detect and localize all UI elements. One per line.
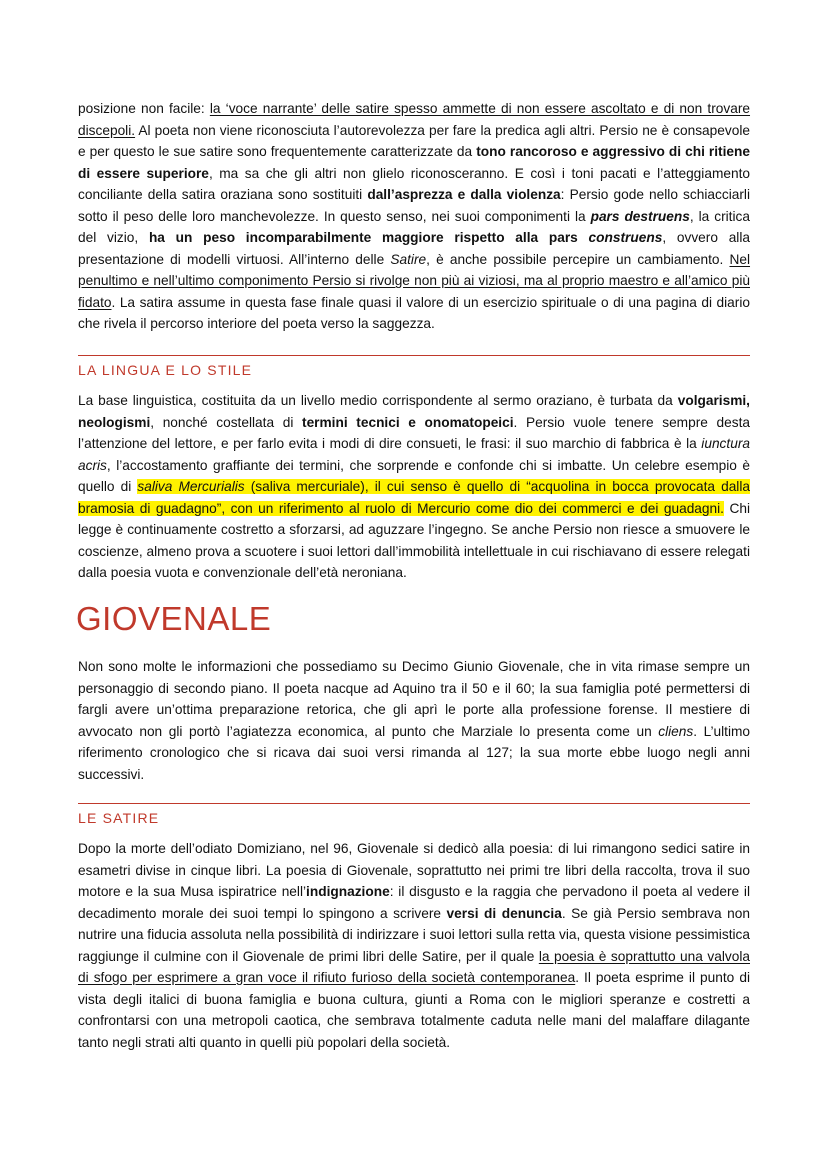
text-run: Chi legge è continuamente costretto a sforzarsi, ad aguzzare l’ingegno. Se anche Persio non riesce a smuovere le coscienze, almeno prova a scuotere i suoi lettori dall’immobilità intellettuale in cui rischiavano di essere relegati dalla poesia vuota e convenzionale dell’età neroniana. [78,500,750,580]
text-run: , è anche possibile percepire un cambiamento. [426,251,730,267]
italic-text: iunctura acris [78,436,750,473]
bold-italic-text: pars destruens [590,208,690,224]
bold-text: versi di denuncia [446,905,562,921]
bold-text: ha un peso incomparabilmente maggiore rispetto alla pars [148,230,589,245]
text-run: . Se già Persio sembrava non nutrire una fiducia assoluta nella possibilità di indirizzare i suoi lettori sulla retta via, questa visione pessimistica raggiunge il culmine con il Giovenale de primi libri delle Satire, per il quale [78,905,751,964]
text-run: Dopo la morte dell’odiato Domiziano, nel 96, Giovenale si dedicò alla poesia: di lui rimangono sedici satire in esametri divise in cinque libri. La poesia di Giovenale, soprattutto nei primi tre libri della raccolta, trova il suo motore e la sua Musa ispiratrice nell’ [78,841,750,899]
text-run: Al poeta non viene riconosciuta l’autorevolezza per fare la predica agli altri. Persio ne è consapevole e per questo le sue satire sono frequentemente caratterizzate da [78,122,750,159]
text-run: . Persio vuole tenere sempre desta l’attenzione del lettore, e per farlo evita i modi di dire consueti, le frasi: il suo marchio di fabbrica è la [78,414,750,451]
heading-giovenale: GIOVENALE [76,600,272,637]
text-run: : Persio gode nello schiacciarli sotto il peso delle loro manchevolezze. In questo senso, nei suoi componimenti la [78,187,750,224]
highlighted-italic-text: saliva Mercurialis [137,479,245,494]
highlighted-text: (saliva mercuriale), il cui senso è quello di “acquolina in bocca provocata dalla bramosia di guadagno”, con un riferimento al ruolo di Mercurio come dio dei commerci e dei guadagni. [78,479,750,516]
text-run: . Il poeta esprime il punto di vista degli italici di buona famiglia e buona cultura, giunti a Roma con le migliori speranze e costretti a confrontarsi con una metropoli caotica, che sembrava totalmente caduta nelle mani del malaffare dilagante tanto negli strati alti quanto in quelli più popolari della società. [78,970,750,1050]
section-divider [78,355,750,356]
underlined-text: la ‘voce narrante’ delle satire spesso ammette di non essere ascoltato e di non trovare discepoli. [78,101,751,138]
text-run: , l’accostamento graffiante dei termini, che sorprende e confonde chi si imbatte. Un celebre esempio è quello di [78,457,750,494]
paragraph-persio-satire [78,98,750,335]
text-run: , ovvero alla presentazione di modelli virtuosi. All’interno delle [78,230,750,267]
paragraph-le-satire [78,838,750,1053]
section-divider [78,803,750,804]
text-run: Non sono molte le informazioni che possediamo su Decimo Giunio Giovenale, che in vita rimase sempre un personaggio di secondo piano. Il poeta nacque ad Aquino tra il 50 e il 60; la sua famiglia poté permettersi di fargli avere un’ottima preparazione retorica, che gli aprì le porte alla professione forense. Il mestiere di avvocato non gli portò l’agiatezza economica, al punto che Marziale lo presenta come un [78,659,750,739]
bold-text: dall’asprezza e dalla violenza [367,187,561,202]
underlined-text: la poesia è soprattutto una valvola di sfogo per esprimere a gran voce il rifiuto furioso della società contemporanea [78,948,750,985]
text-run: , nonché costellata di [150,414,303,430]
text-run: : il disgusto e la raggia che pervadono il poeta al vedere il decadimento morale dei suoi tempi lo spingono a scrivere [78,884,750,921]
bold-text: indignazione [306,884,390,899]
section-title-le-satire: LE SATIRE [78,810,160,826]
text-run: La base linguistica, costituita da un livello medio corrispondente al sermo oraziano, è turbata da [78,393,678,408]
text-run: , ma sa che gli altri non glielo riconosceranno. E così i toni pacati e l’atteggiamento conciliante della satira oraziana sono sostituiti [78,165,750,202]
text-run: posizione non facile: [78,101,210,116]
paragraph-giovenale-bio [78,656,750,785]
underlined-text: Nel penultimo e nell’ultimo componimento Persio si rivolge non più ai viziosi, ma al proprio maestro e all’amico più fidato [78,251,751,310]
text-run: . L’ultimo riferimento cronologico che si ricava dai suoi versi rimanda al 127; la sua morte ebbe luogo negli anni successivi. [78,723,750,782]
text-run: . La satira assume in questa fase finale quasi il valore di un esercizio spirituale o di una pagina di diario che rivela il percorso interiore del poeta verso la saggezza. [78,294,750,331]
bold-text: tono rancoroso e aggressivo di chi ritiene di essere superiore [78,144,750,181]
bold-italic-text: construens [588,230,663,245]
italic-text: Satire [390,251,427,267]
text-run: , la critica del vizio, [78,208,750,245]
section-title-lingua-stile: LA LINGUA E LO STILE [78,362,253,378]
bold-text: volgarismi, neologismi [78,393,750,430]
italic-text: cliens [658,723,694,739]
bold-text: termini tecnici e onomatopeici [302,414,514,430]
paragraph-lingua-stile [78,390,750,584]
